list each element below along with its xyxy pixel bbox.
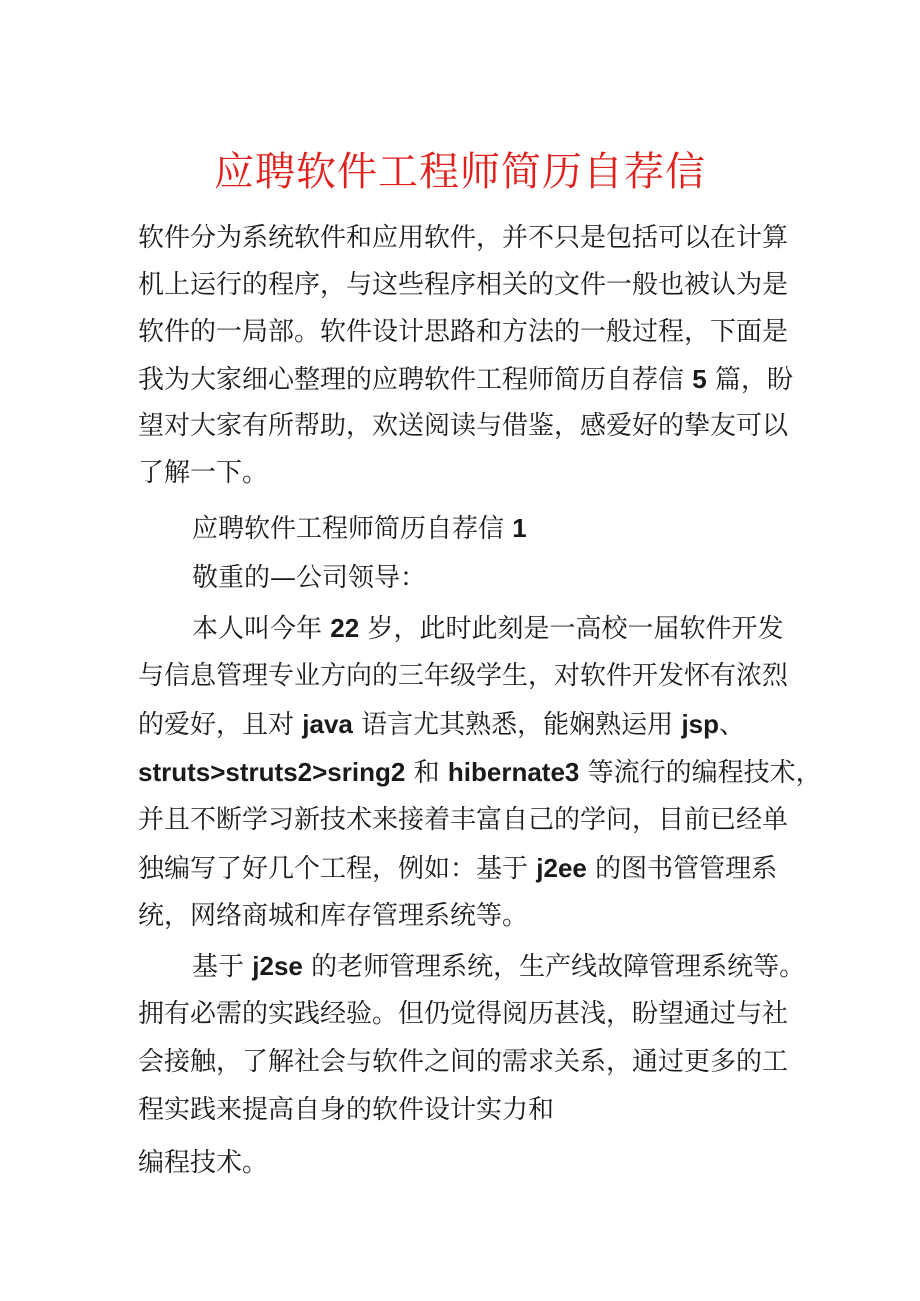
hibernate-term: hibernate3 bbox=[447, 757, 580, 787]
salutation: 敬重的—公司领导： bbox=[192, 563, 427, 593]
jsp-term: jsp bbox=[681, 709, 720, 739]
p3-line-1: 编程技术。 bbox=[138, 1148, 269, 1178]
p1-line-3-c: 、 bbox=[719, 710, 746, 740]
section-heading-1 bbox=[192, 508, 527, 549]
age-number: 22 bbox=[330, 613, 360, 643]
p1-line-1-a: 本人叫今年 bbox=[192, 614, 323, 644]
p1-line-6-a: 独编写了好几个工程，例如：基于 bbox=[138, 854, 529, 884]
section-heading-1-text: 应聘软件工程师简历自荐信 bbox=[192, 514, 505, 544]
p2-line-3: 会接触，了解社会与软件之间的需求关系，通过更多的工 bbox=[138, 1047, 789, 1077]
p1-line-5: 并且不断学习新技术来接着丰富自己的学问，目前已经单 bbox=[138, 805, 789, 835]
section-heading-1-num: 1 bbox=[512, 513, 527, 543]
p1-line-7: 统，网络商城和库存管理系统等。 bbox=[138, 901, 529, 931]
p1-line-6 bbox=[138, 848, 777, 889]
p1-line-3-a: 的爱好，且对 bbox=[138, 710, 295, 740]
j2ee-term: j2ee bbox=[536, 853, 587, 883]
p1-line-1-b: 岁，此时此刻是一高校一届软件开发 bbox=[367, 614, 784, 644]
p1-line-3 bbox=[138, 704, 745, 745]
p1-line-1 bbox=[192, 608, 783, 649]
document-title: 应聘软件工程师简历自荐信 bbox=[214, 149, 706, 195]
p2-line-2: 拥有必需的实践经验。但仍觉得阅历甚浅，盼望通过与社 bbox=[138, 999, 789, 1029]
p1-line-2: 与信息管理专业方向的三年级学生，对软件开发怀有浓烈 bbox=[138, 661, 789, 691]
p2-line-1 bbox=[192, 946, 805, 987]
p1-line-3-b: 语言尤其熟悉，能娴熟运用 bbox=[361, 710, 674, 740]
intro-line-4-a: 我为大家细心整理的应聘软件工程师简历自荐信 bbox=[138, 365, 685, 395]
p2-line-1-a: 基于 bbox=[192, 952, 245, 982]
p2-line-4: 程实践来提高自身的软件设计实力和 bbox=[138, 1095, 555, 1125]
intro-line-1: 软件分为系统软件和应用软件，并不只是包括可以在计算 bbox=[138, 223, 789, 253]
java-term: java bbox=[302, 709, 353, 739]
intro-line-3: 软件的一局部。软件设计思路和方法的一般过程，下面是 bbox=[138, 317, 789, 347]
p1-line-4 bbox=[138, 752, 822, 793]
struts-term: struts>struts2>sring2 bbox=[138, 757, 406, 787]
intro-line-6: 了解一下。 bbox=[138, 458, 269, 488]
intro-line-2: 机上运行的程序，与这些程序相关的文件一般也被认为是 bbox=[138, 270, 789, 300]
intro-line-5: 望对大家有所帮助，欢送阅读与借鉴，感爱好的挚友可以 bbox=[138, 411, 789, 441]
p1-line-4-b: 等流行的编程技术， bbox=[587, 758, 822, 788]
p1-line-6-b: 的图书管管理系 bbox=[595, 854, 778, 884]
p1-line-4-and: 和 bbox=[413, 758, 440, 788]
article-count: 5 bbox=[692, 364, 707, 394]
j2se-term: j2se bbox=[252, 951, 303, 981]
intro-line-4-b: 篇，盼 bbox=[715, 365, 794, 395]
p2-line-1-b: 的老师管理系统，生产线故障管理系统等。 bbox=[311, 952, 806, 982]
intro-line-4 bbox=[138, 359, 793, 400]
